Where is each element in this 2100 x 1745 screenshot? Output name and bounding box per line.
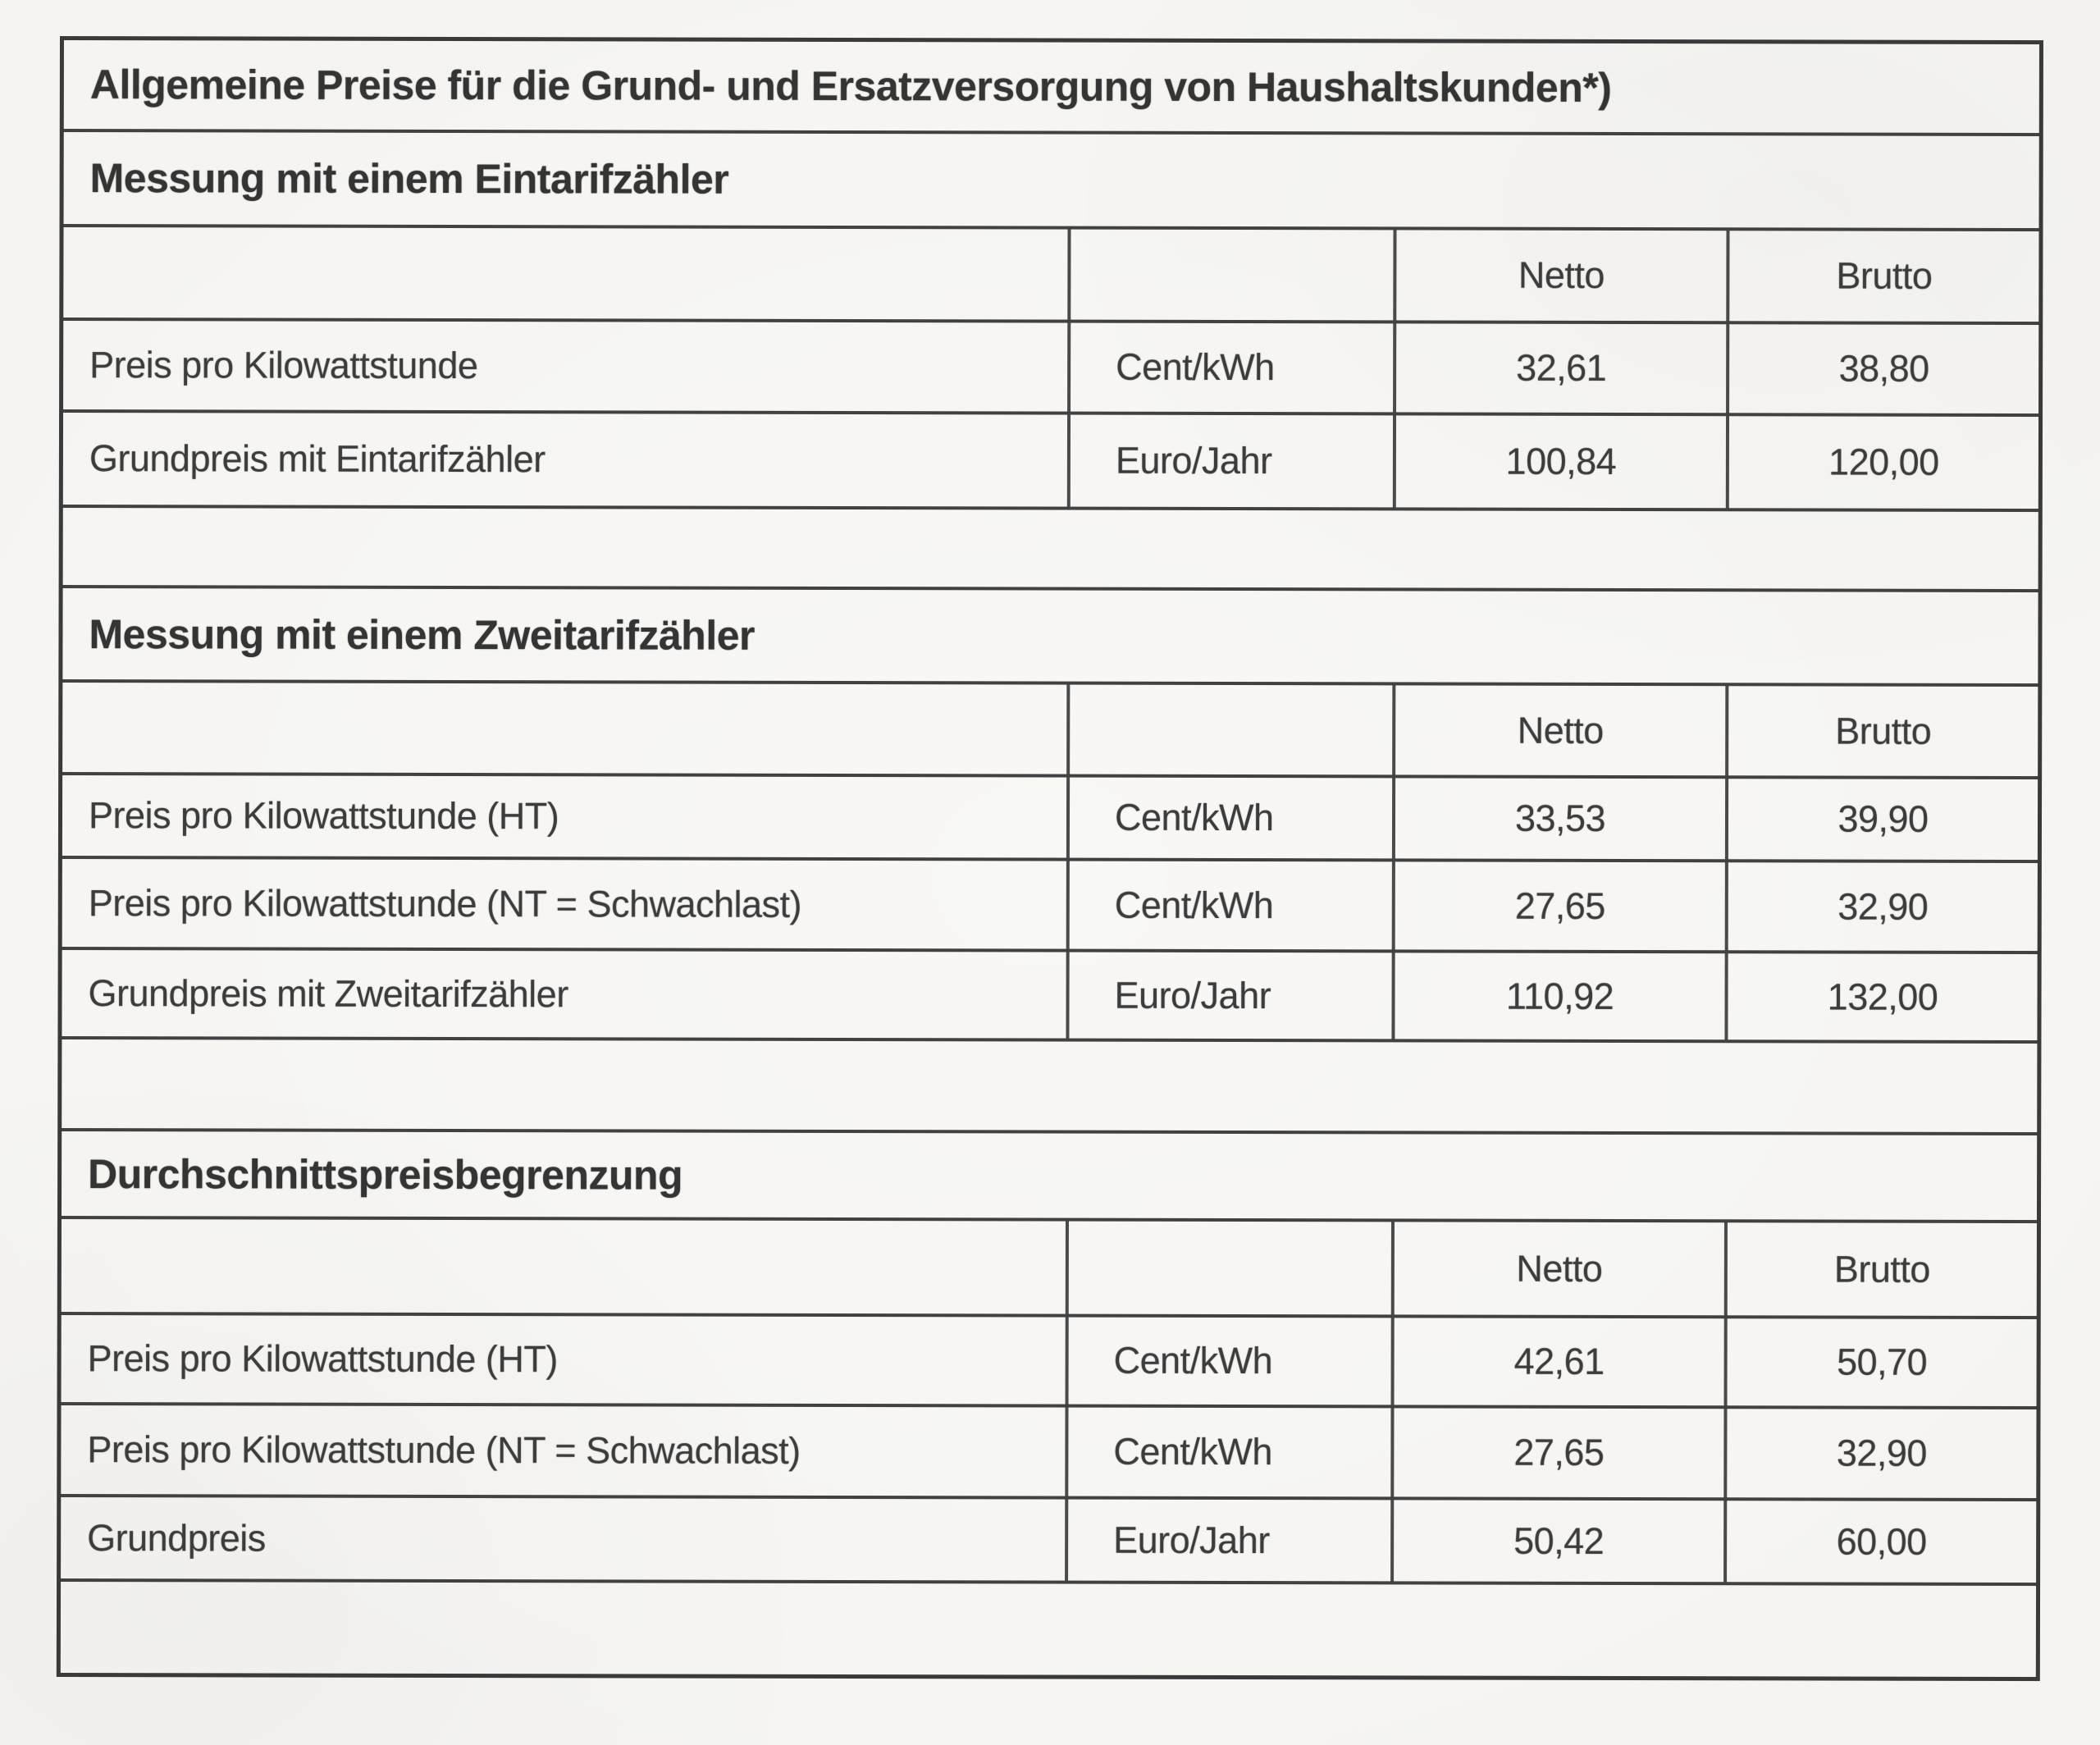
empty-label-cell: [63, 227, 1067, 320]
spacer-row: [61, 1578, 2036, 1677]
row-label: Grundpreis mit Zweitarifzähler: [88, 971, 568, 1015]
section-heading-row: [64, 129, 2039, 228]
row-netto-value: 110,92: [1391, 952, 1724, 1039]
row-label: Preis pro Kilowattstunde: [89, 344, 478, 387]
row-netto-value: 27,65: [1390, 1408, 1723, 1497]
netto-column-header: Netto: [1391, 1222, 1724, 1315]
table-row: [62, 856, 2038, 951]
row-label: Grundpreis mit Eintarifzähler: [89, 437, 546, 481]
table-title-row: [64, 40, 2039, 133]
empty-label-cell: [62, 1219, 1066, 1314]
row-brutto-value: 120,00: [1726, 416, 2038, 509]
row-label: Preis pro Kilowattstunde (HT): [87, 1337, 558, 1381]
empty-unit-cell: [1067, 230, 1393, 321]
row-label: Preis pro Kilowattstunde (NT = Schwachlast): [88, 881, 802, 925]
row-brutto-value: 60,00: [1723, 1501, 2036, 1583]
price-table: [57, 36, 2043, 1681]
row-brutto-value: 132,00: [1724, 953, 2037, 1040]
spacer-row: [63, 505, 2038, 589]
row-label: Preis pro Kilowattstunde (HT): [88, 794, 559, 838]
row-brutto-value: 50,70: [1724, 1318, 2037, 1406]
table-row: [61, 1402, 2036, 1498]
empty-label-cell: [62, 683, 1066, 774]
row-unit: Euro/Jahr: [1065, 1500, 1390, 1582]
empty-unit-cell: [1066, 685, 1392, 775]
netto-column-header: Netto: [1392, 685, 1725, 775]
row-brutto-value: 32,90: [1723, 1409, 2036, 1498]
netto-column-header: Netto: [1393, 230, 1726, 321]
table-row: [62, 1312, 2037, 1406]
table-row: [62, 772, 2038, 860]
row-brutto-value: 32,90: [1725, 862, 2038, 951]
row-netto-value: 100,84: [1393, 415, 1726, 508]
table-row: [62, 947, 2037, 1040]
brutto-column-header: Brutto: [1724, 1222, 2037, 1316]
column-header-row: [62, 1216, 2037, 1316]
row-netto-value: 42,61: [1391, 1318, 1724, 1405]
table-row: [61, 1494, 2036, 1583]
section-heading: Messung mit einem Zweitarifzähler: [89, 610, 756, 659]
table-row: [63, 409, 2038, 509]
row-unit: Cent/kWh: [1066, 861, 1392, 950]
section-heading: Messung mit einem Eintarifzähler: [89, 155, 729, 203]
row-label: Grundpreis: [87, 1516, 266, 1560]
column-header-row: [62, 679, 2038, 776]
spacer-row: [62, 1036, 2037, 1132]
row-unit: Cent/kWh: [1065, 1408, 1390, 1497]
brutto-column-header: Brutto: [1725, 686, 2038, 776]
row-netto-value: 32,61: [1393, 323, 1726, 413]
row-netto-value: 50,42: [1390, 1500, 1723, 1582]
row-unit: Cent/kWh: [1067, 323, 1393, 413]
column-header-row: [63, 224, 2038, 322]
row-label: Preis pro Kilowattstunde (NT = Schwachlast): [87, 1428, 801, 1472]
row-unit: Cent/kWh: [1066, 778, 1392, 859]
row-netto-value: 27,65: [1392, 861, 1725, 950]
empty-unit-cell: [1066, 1222, 1391, 1315]
brutto-column-header: Brutto: [1726, 231, 2038, 322]
section-heading-row: [62, 1128, 2037, 1220]
row-unit: Euro/Jahr: [1067, 415, 1393, 508]
row-brutto-value: 38,80: [1726, 324, 2038, 413]
page-title: Allgemeine Preise für die Grund- und Ersatzversorgung von Haushaltskunden*): [89, 62, 1612, 111]
section-heading: Durchschnittspreisbegrenzung: [88, 1150, 683, 1199]
row-brutto-value: 39,90: [1725, 779, 2038, 860]
row-netto-value: 33,53: [1392, 778, 1725, 859]
table-row: [63, 317, 2038, 413]
row-unit: Cent/kWh: [1066, 1318, 1391, 1405]
row-unit: Euro/Jahr: [1066, 952, 1391, 1039]
section-heading-row: [62, 585, 2038, 683]
